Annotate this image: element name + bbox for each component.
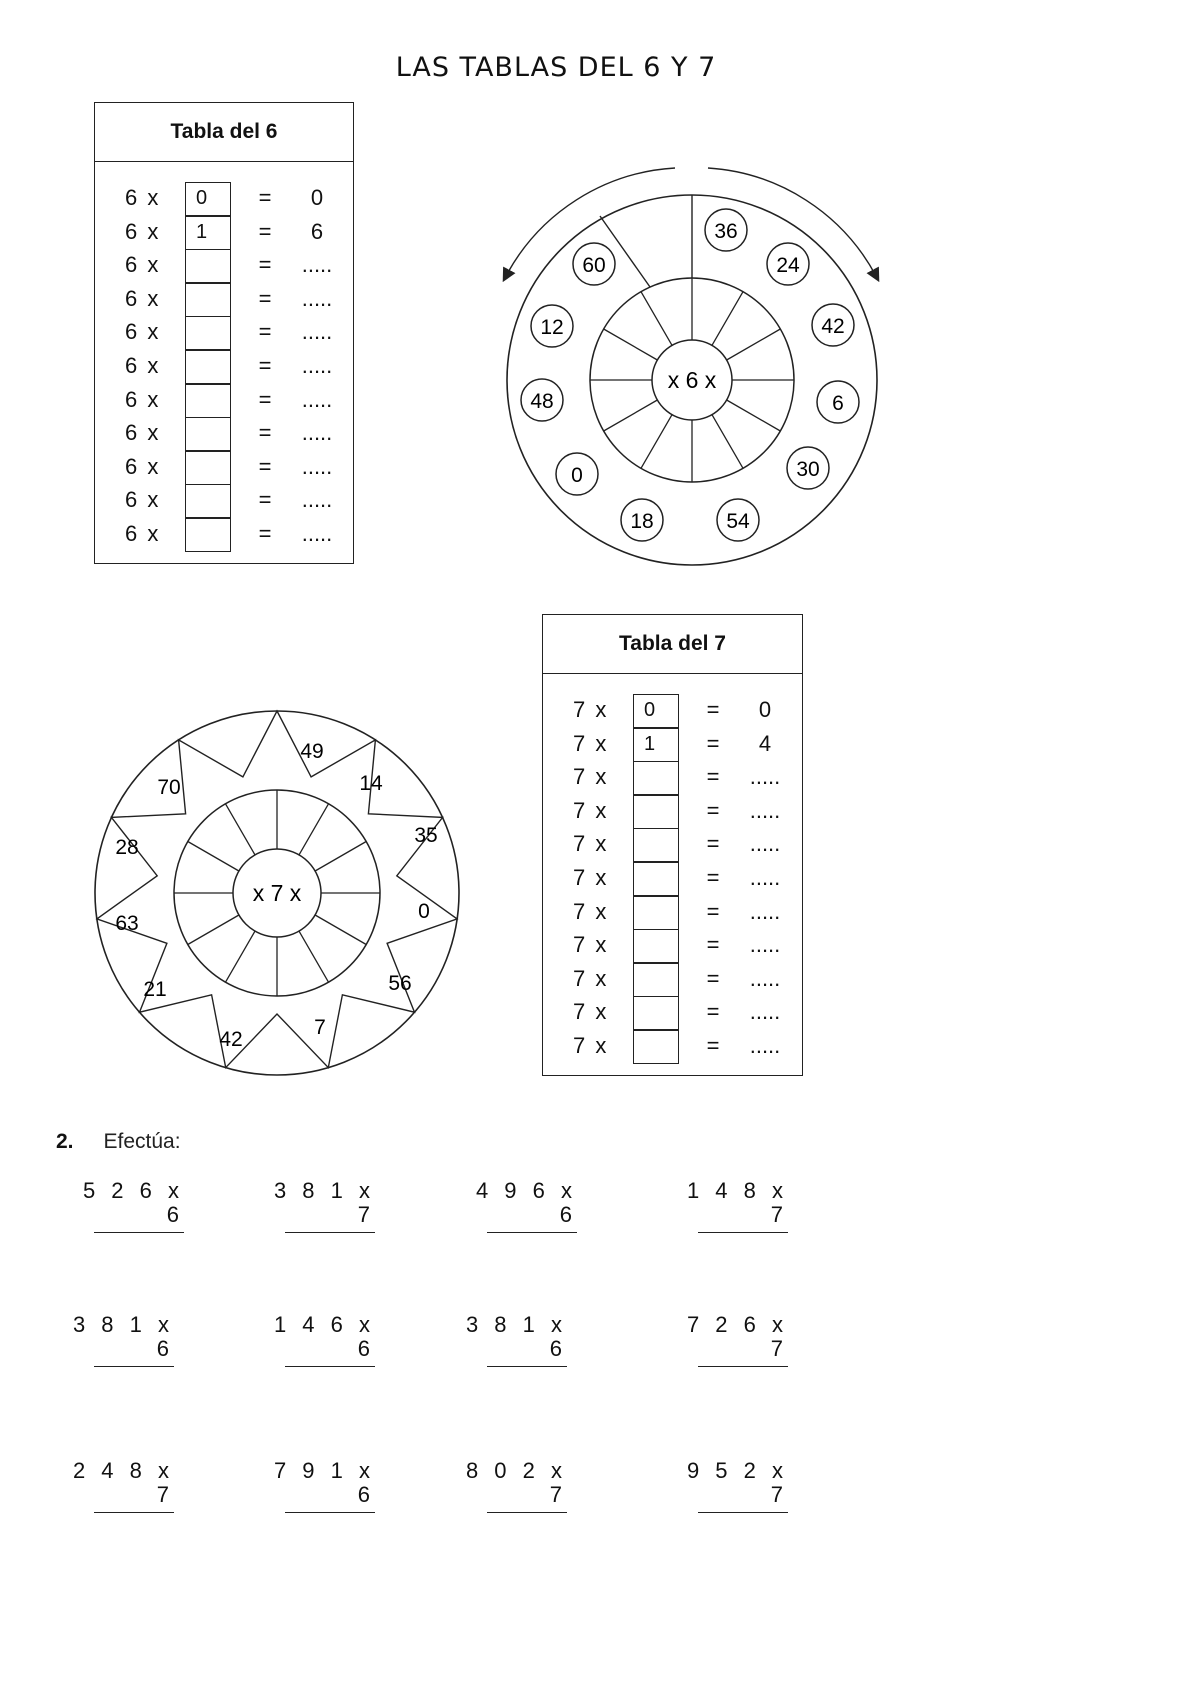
answer-box[interactable] bbox=[633, 828, 679, 862]
equals-sign: = bbox=[706, 965, 720, 991]
wheel-spoke bbox=[226, 804, 256, 855]
multiplier-label: 7 x bbox=[573, 797, 609, 823]
answer-line[interactable] bbox=[487, 1366, 567, 1367]
answer-box[interactable] bbox=[185, 350, 231, 384]
table-row bbox=[95, 316, 353, 350]
multiplier-label: 6 x bbox=[125, 185, 161, 210]
answer-line[interactable] bbox=[487, 1512, 567, 1513]
result-value: 0 bbox=[310, 185, 324, 210]
multiplier-label: 7 x bbox=[573, 965, 609, 991]
multiplier-label: 7 x bbox=[573, 831, 609, 857]
multiplier-label: 6 x bbox=[125, 218, 161, 244]
answer-box[interactable] bbox=[633, 996, 679, 1030]
equals-sign: = bbox=[258, 487, 272, 513]
multiplicand: 1 4 6 x bbox=[273, 1312, 375, 1337]
equals-sign: = bbox=[706, 999, 720, 1025]
table-row bbox=[543, 929, 802, 963]
multiplier-label: 6 x bbox=[125, 453, 161, 479]
equals-sign: = bbox=[258, 252, 272, 278]
table-row bbox=[543, 862, 802, 896]
tabla-6-header: Tabla del 6 bbox=[95, 103, 353, 162]
table-row bbox=[95, 283, 353, 317]
multiplier-label: 7 x bbox=[573, 999, 609, 1025]
answer-line[interactable] bbox=[487, 1232, 577, 1233]
wheel-number: 28 bbox=[115, 836, 139, 859]
answer-box[interactable] bbox=[633, 963, 679, 997]
wheel-spoke bbox=[727, 400, 781, 431]
answer-box[interactable] bbox=[185, 518, 231, 552]
answer-box[interactable]: 0 bbox=[185, 182, 231, 216]
result-value: ..... bbox=[301, 420, 333, 446]
wheel-number: 42 bbox=[821, 315, 845, 338]
wheel-number: 0 bbox=[571, 464, 583, 487]
multiplier: 7 bbox=[357, 1202, 375, 1227]
multiplier: 6 bbox=[156, 1336, 174, 1361]
result-value: ..... bbox=[749, 865, 781, 890]
multiplier: 6 bbox=[549, 1336, 567, 1361]
multiplier: 7 bbox=[770, 1482, 788, 1507]
multiplicand: 5 2 6 x bbox=[82, 1178, 184, 1203]
answer-box[interactable] bbox=[633, 795, 679, 829]
equals-sign: = bbox=[258, 453, 272, 479]
answer-box[interactable] bbox=[185, 384, 231, 418]
answer-box[interactable] bbox=[185, 417, 231, 451]
wheel-spoke bbox=[315, 842, 366, 872]
wheel-number: 30 bbox=[796, 458, 820, 481]
multiplier: 7 bbox=[549, 1482, 567, 1507]
multiplicand: 7 9 1 x bbox=[273, 1458, 375, 1483]
wheel-spoke bbox=[299, 931, 329, 982]
multiplier-label: 7 x bbox=[573, 730, 609, 756]
wheel-spoke bbox=[299, 804, 329, 855]
wheel-number: 12 bbox=[540, 316, 564, 339]
table-row bbox=[95, 484, 353, 518]
result-value: ..... bbox=[301, 453, 333, 479]
multiplicand: 1 4 8 x bbox=[686, 1178, 788, 1203]
tabla-del-7 bbox=[542, 614, 803, 1076]
multiplier: 7 bbox=[156, 1482, 174, 1507]
answer-box[interactable] bbox=[633, 929, 679, 963]
multiplier-label: 7 x bbox=[573, 865, 609, 890]
table-row bbox=[95, 249, 353, 283]
wheel-7-center-label: x 7 x bbox=[252, 880, 302, 906]
answer-box[interactable] bbox=[633, 761, 679, 795]
table-row bbox=[95, 417, 353, 451]
answer-box[interactable] bbox=[633, 1030, 679, 1064]
result-value: ..... bbox=[301, 487, 333, 513]
equals-sign: = bbox=[706, 831, 720, 857]
result-value: 6 bbox=[310, 218, 324, 244]
wheel-number: 14 bbox=[359, 772, 383, 795]
wheel-number: 7 bbox=[314, 1016, 326, 1039]
equals-sign: = bbox=[706, 865, 720, 890]
table-row bbox=[543, 963, 802, 997]
answer-box[interactable]: 1 bbox=[185, 216, 231, 250]
multiplicand: 3 8 1 x bbox=[465, 1312, 567, 1337]
wheel-number: 36 bbox=[714, 220, 738, 243]
equals-sign: = bbox=[258, 185, 272, 210]
tabla-7-header: Tabla del 7 bbox=[543, 615, 802, 674]
wheel-number: 18 bbox=[630, 510, 654, 533]
multiplier-label: 6 x bbox=[125, 521, 161, 546]
table-row bbox=[95, 182, 353, 216]
multiplier: 6 bbox=[559, 1202, 577, 1227]
multiplicand: 2 4 8 x bbox=[72, 1458, 174, 1483]
answer-box[interactable]: 1 bbox=[633, 728, 679, 762]
equals-sign: = bbox=[258, 353, 272, 378]
multiplicand: 8 0 2 x bbox=[465, 1458, 567, 1483]
multiplicand: 3 8 1 x bbox=[72, 1312, 174, 1337]
multiplier-label: 7 x bbox=[573, 697, 609, 722]
answer-line[interactable] bbox=[285, 1366, 375, 1367]
equals-sign: = bbox=[258, 386, 272, 412]
multiplier-label: 6 x bbox=[125, 487, 161, 513]
result-value: ..... bbox=[301, 285, 333, 311]
answer-box[interactable] bbox=[185, 283, 231, 317]
table-row bbox=[95, 350, 353, 384]
multiplier-label: 7 x bbox=[573, 1033, 609, 1058]
answer-box[interactable] bbox=[633, 862, 679, 896]
multiplicand: 9 5 2 x bbox=[686, 1458, 788, 1483]
wheel-spoke bbox=[712, 415, 743, 469]
answer-box[interactable] bbox=[185, 484, 231, 518]
answer-box[interactable] bbox=[185, 249, 231, 283]
multiplier: 6 bbox=[357, 1482, 375, 1507]
exercise-number: 2. bbox=[56, 1130, 74, 1153]
wheel-number: 49 bbox=[300, 740, 324, 763]
equals-sign: = bbox=[706, 730, 720, 756]
multiplier-label: 6 x bbox=[125, 386, 161, 412]
multiplier-label: 6 x bbox=[125, 319, 161, 345]
wheel-spoke bbox=[226, 931, 256, 982]
multiplier-label: 7 x bbox=[573, 898, 609, 924]
multiplicand: 3 8 1 x bbox=[273, 1178, 375, 1203]
wheel-spoke bbox=[727, 329, 781, 360]
answer-box[interactable] bbox=[633, 896, 679, 930]
answer-line[interactable] bbox=[698, 1366, 788, 1367]
equals-sign: = bbox=[258, 420, 272, 446]
wheel-spoke bbox=[604, 329, 658, 360]
multiplier-label: 6 x bbox=[125, 252, 161, 278]
equals-sign: = bbox=[706, 1033, 720, 1058]
table-row bbox=[543, 795, 802, 829]
wheel-number: 42 bbox=[219, 1028, 243, 1051]
equals-sign: = bbox=[258, 521, 272, 546]
wheel-spoke bbox=[712, 292, 743, 346]
equals-sign: = bbox=[706, 932, 720, 958]
wheel-spoke bbox=[188, 842, 239, 872]
multiplier-label: 7 x bbox=[573, 764, 609, 790]
wheel-spoke bbox=[188, 915, 239, 945]
wheel-number: 63 bbox=[115, 912, 139, 935]
multiplier-label: 6 x bbox=[125, 420, 161, 446]
table-row bbox=[543, 1030, 802, 1064]
result-value: ..... bbox=[301, 319, 333, 345]
wheel-6-center-label: x 6 x bbox=[667, 367, 717, 393]
result-value: ..... bbox=[301, 386, 333, 412]
table-row bbox=[543, 996, 802, 1030]
equals-sign: = bbox=[706, 898, 720, 924]
table-row bbox=[95, 518, 353, 552]
table-row bbox=[95, 451, 353, 485]
answer-line[interactable] bbox=[285, 1512, 375, 1513]
wheel-spoke bbox=[641, 415, 672, 469]
wheel-number: 24 bbox=[776, 254, 800, 277]
wheel-number: 0 bbox=[418, 900, 430, 923]
table-row bbox=[95, 216, 353, 250]
table-row bbox=[543, 896, 802, 930]
wheel-number: 54 bbox=[726, 510, 750, 533]
wheel-spoke bbox=[604, 400, 658, 431]
answer-box[interactable]: 0 bbox=[633, 694, 679, 728]
answer-line[interactable] bbox=[698, 1232, 788, 1233]
multiplier: 7 bbox=[770, 1202, 788, 1227]
result-value: ..... bbox=[749, 831, 781, 857]
wheel-number: 21 bbox=[143, 978, 167, 1001]
answer-line[interactable] bbox=[285, 1232, 375, 1233]
equals-sign: = bbox=[706, 797, 720, 823]
wheel-number: 48 bbox=[530, 390, 554, 413]
answer-box[interactable] bbox=[185, 316, 231, 350]
table-row bbox=[543, 828, 802, 862]
equals-sign: = bbox=[258, 319, 272, 345]
answer-line[interactable] bbox=[698, 1512, 788, 1513]
table-row bbox=[543, 694, 802, 728]
answer-line[interactable] bbox=[94, 1366, 174, 1367]
answer-line[interactable] bbox=[94, 1512, 174, 1513]
page-title: LAS TABLAS DEL 6 Y 7 bbox=[395, 52, 717, 83]
equals-sign: = bbox=[258, 285, 272, 311]
wheel-number: 56 bbox=[388, 972, 412, 995]
multiplier: 6 bbox=[357, 1336, 375, 1361]
result-value: ..... bbox=[749, 764, 781, 790]
wheel-table-7 bbox=[90, 706, 464, 1080]
result-value: 0 bbox=[758, 697, 772, 722]
multiplier: 7 bbox=[770, 1336, 788, 1361]
result-value: ..... bbox=[749, 797, 781, 823]
result-value: 4 bbox=[758, 730, 772, 756]
result-value: ..... bbox=[749, 932, 781, 958]
wheel-number: 35 bbox=[414, 824, 438, 847]
wheel-number: 70 bbox=[157, 776, 181, 799]
equals-sign: = bbox=[706, 697, 720, 722]
wheel-number: 6 bbox=[832, 392, 844, 415]
multiplier: 6 bbox=[166, 1202, 184, 1227]
result-value: ..... bbox=[301, 252, 333, 278]
table-row bbox=[543, 728, 802, 762]
wheel-spoke bbox=[315, 915, 366, 945]
multiplier-label: 7 x bbox=[573, 932, 609, 958]
answer-line[interactable] bbox=[94, 1232, 184, 1233]
table-row bbox=[95, 384, 353, 418]
result-value: ..... bbox=[749, 965, 781, 991]
answer-box[interactable] bbox=[185, 451, 231, 485]
table-row bbox=[543, 761, 802, 795]
equals-sign: = bbox=[258, 218, 272, 244]
result-value: ..... bbox=[301, 521, 333, 546]
exercise-label: Efectúa: bbox=[103, 1130, 181, 1153]
wheel-spoke bbox=[641, 292, 672, 346]
multiplier-label: 6 x bbox=[125, 353, 161, 378]
result-value: ..... bbox=[749, 999, 781, 1025]
wheel-number: 60 bbox=[582, 254, 606, 277]
equals-sign: = bbox=[706, 764, 720, 790]
tabla-del-6 bbox=[94, 102, 354, 564]
exercise-heading bbox=[56, 1130, 181, 1154]
multiplier-label: 6 x bbox=[125, 285, 161, 311]
result-value: ..... bbox=[749, 1033, 781, 1058]
result-value: ..... bbox=[749, 898, 781, 924]
multiplicand: 7 2 6 x bbox=[686, 1312, 788, 1337]
result-value: ..... bbox=[301, 353, 333, 378]
wheel-table-6 bbox=[490, 160, 890, 570]
multiplicand: 4 9 6 x bbox=[475, 1178, 577, 1203]
